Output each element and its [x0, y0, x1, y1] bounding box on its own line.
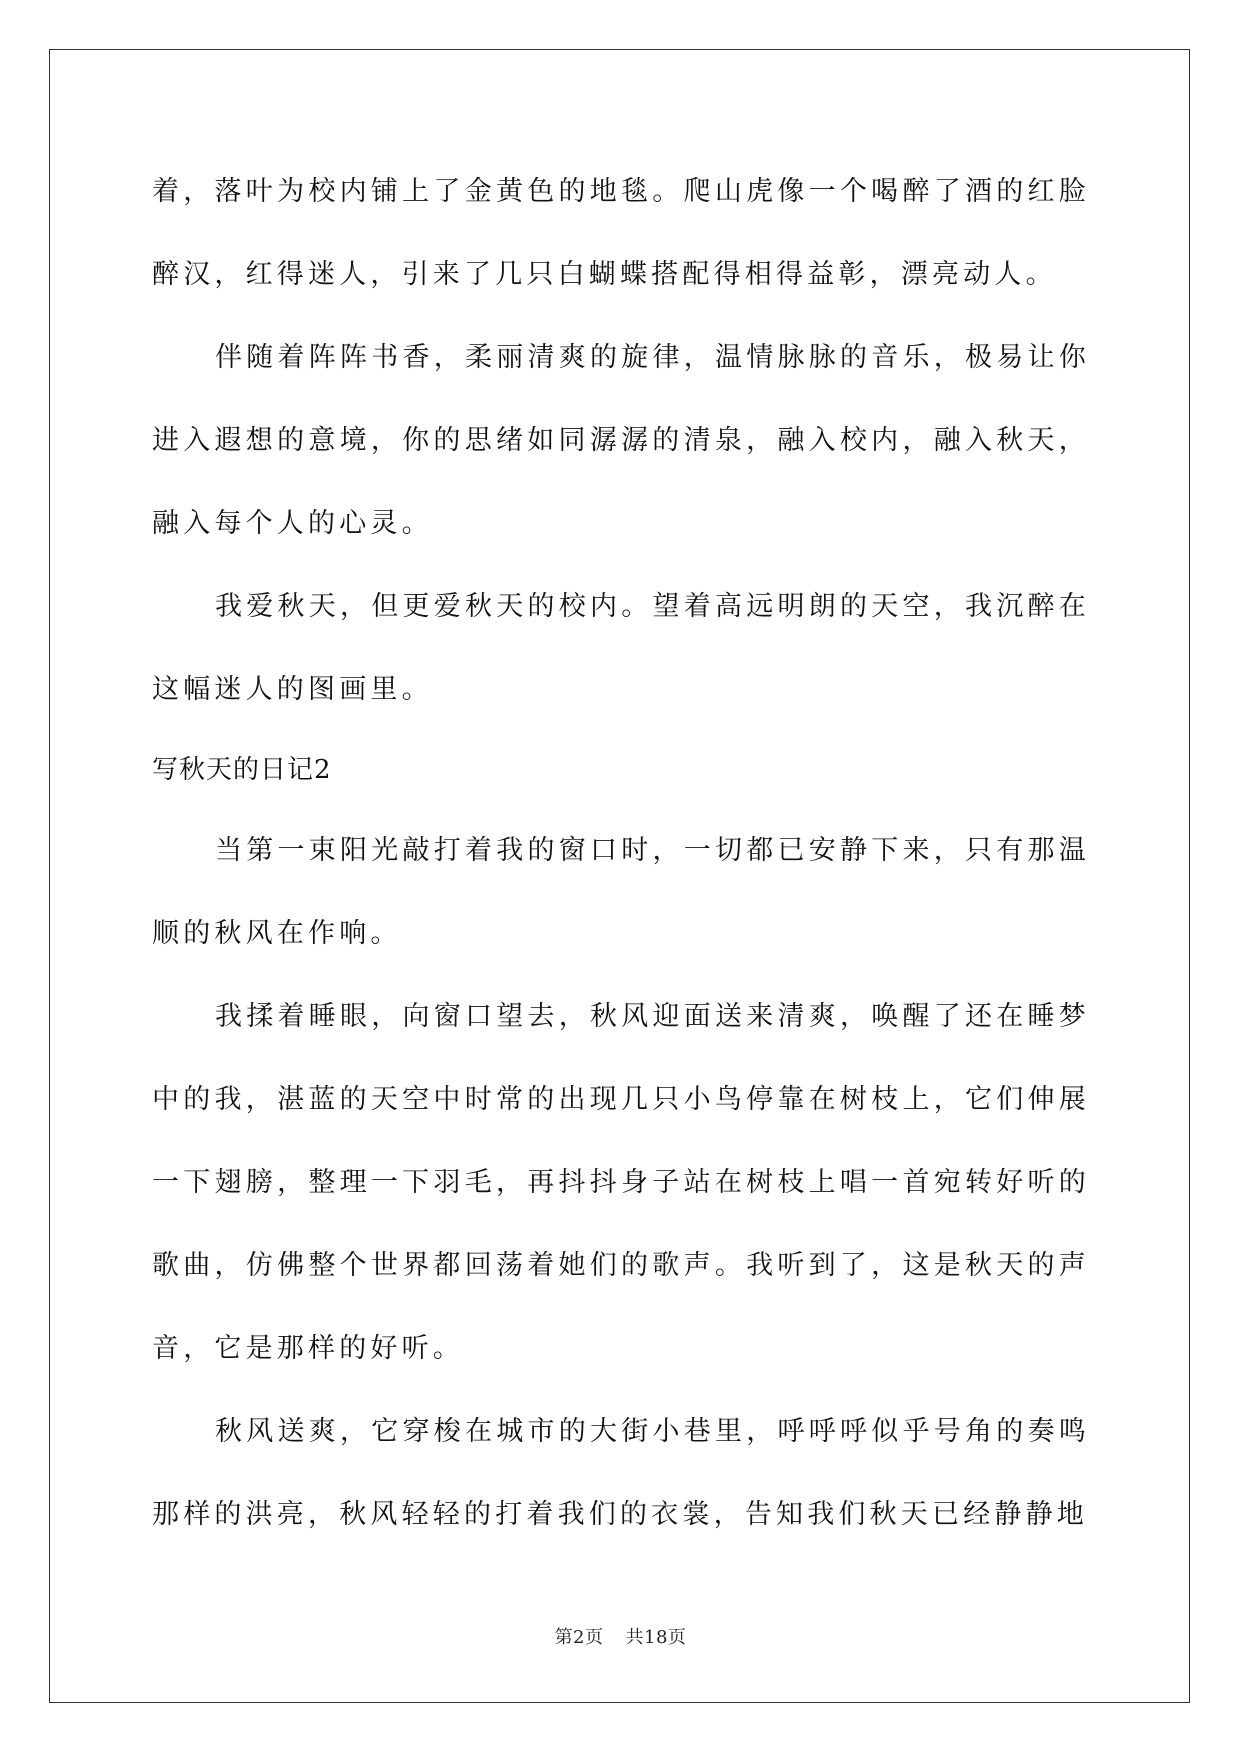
page-number: 第2页 — [554, 1627, 604, 1648]
paragraph-4: 当第一束阳光敲打着我的窗口时，一切都已安静下来，只有那温顺的秋风在作响。 — [152, 835, 1090, 949]
page-footer — [0, 1623, 1241, 1649]
paragraph-1: 着，落叶为校内铺上了金黄色的地毯。爬山虎像一个喝醉了酒的红脸醉汉，红得迷人，引来了几只白蝴蝶搭配得相得益彰，漂亮动人。 — [152, 176, 1090, 290]
paragraph-3: 我爱秋天，但更爱秋天的校内。望着高远明朗的天空，我沉醉在这幅迷人的图画里。 — [152, 591, 1090, 705]
page-total: 共18页 — [625, 1627, 687, 1648]
paragraph-6: 秋风送爽，它穿梭在城市的大街小巷里，呼呼呼似乎号角的奏鸣那样的洪亮，秋风轻轻的打着我们的衣裳，告知我们秋天已经静静地 — [152, 1416, 1090, 1530]
document-body — [152, 150, 1090, 1556]
paragraph-2: 伴随着阵阵书香，柔丽清爽的旋律，温情脉脉的音乐，极易让你进入遐想的意境，你的思绪如同潺潺的清泉，融入校内，融入秋天，融入每个人的心灵。 — [152, 342, 1090, 539]
paragraph-5: 我揉着睡眼，向窗口望去，秋风迎面送来清爽，唤醒了还在睡梦中的我，湛蓝的天空中时常的出现几只小鸟停靠在树枝上，它们伸展一下翅膀，整理一下羽毛，再抖抖身子站在树枝上唱一首宛转好听的歌曲，仿佛整个世界都回荡着她们的歌声。我听到了，这是秋天的声音，它是那样的好听。 — [152, 1001, 1090, 1364]
section-heading: 写秋天的日记2 — [152, 755, 332, 785]
